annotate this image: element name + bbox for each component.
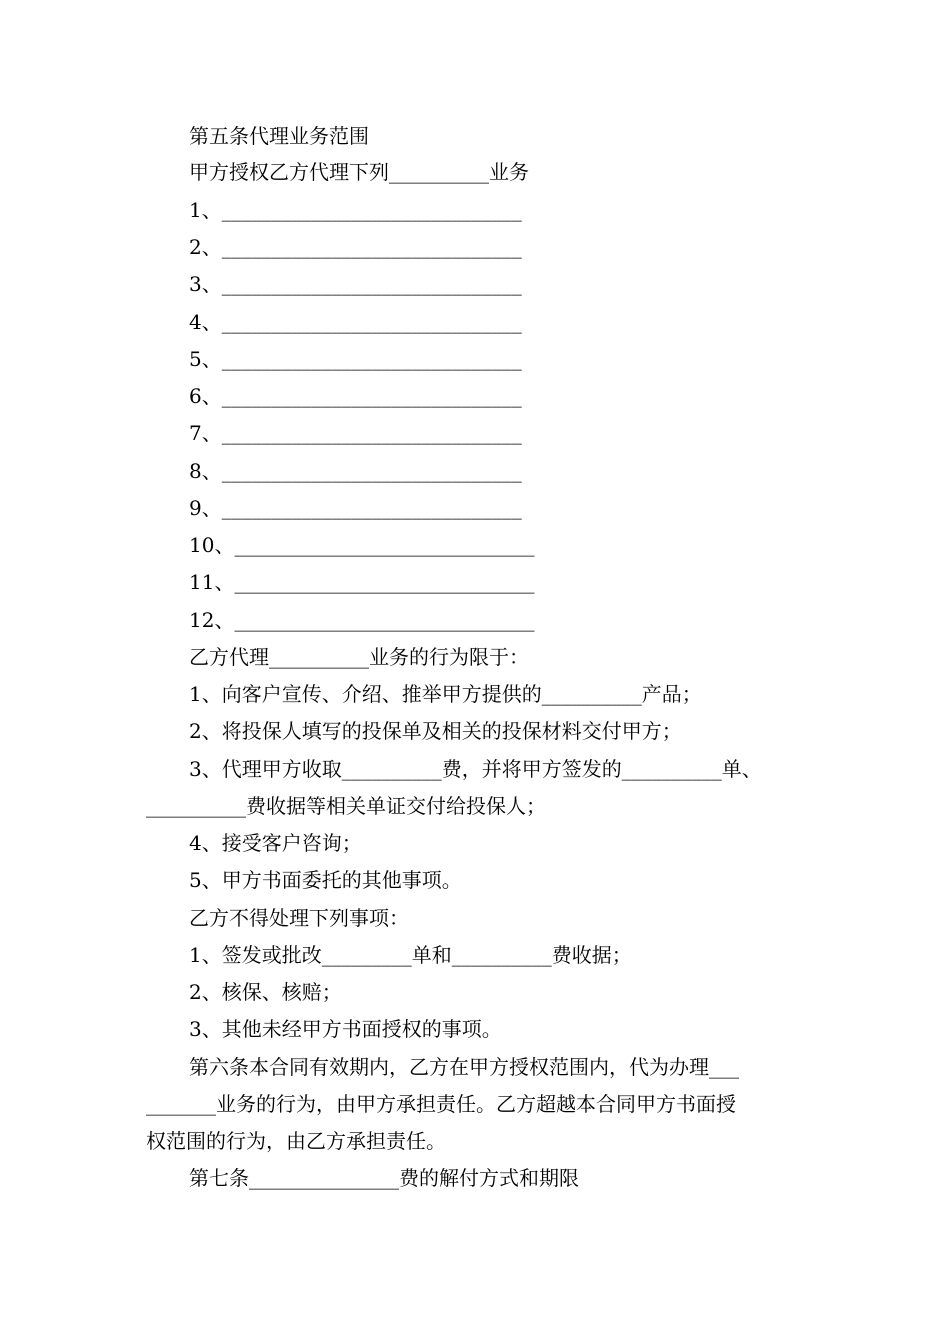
list-item-8: 8、______________________________ [189,459,522,483]
prohibited-item-2: 2、核保、核赔； [189,980,342,1004]
article-6-line-3: 权范围的行为，由乙方承担责任。 [146,1129,446,1153]
scope-item-3-continued: __________费收据等相关单证交付给投保人； [146,794,546,818]
authorization-line: 甲方授权乙方代理下列__________业务 [189,160,529,184]
list-item-10: 10、______________________________ [189,533,535,557]
list-item-5: 5、______________________________ [189,347,522,371]
scope-item-2: 2、将投保人填写的投保单及相关的投保材料交付甲方； [189,719,682,743]
article-5-heading: 第五条代理业务范围 [189,124,369,148]
list-item-3: 3、______________________________ [189,272,522,296]
list-item-11: 11、______________________________ [189,570,535,594]
agency-scope-line: 乙方代理__________业务的行为限于： [189,645,529,669]
list-item-6: 6、______________________________ [189,384,522,408]
prohibited-item-3: 3、其他未经甲方书面授权的事项。 [189,1017,502,1041]
list-item-7: 7、______________________________ [189,421,522,445]
scope-item-3: 3、代理甲方收取__________费，并将甲方签发的__________单、 [189,757,762,781]
list-item-12: 12、______________________________ [189,608,535,632]
prohibited-item-1: 1、签发或批改_________单和__________费收据； [189,943,632,967]
list-item-1: 1、______________________________ [189,198,522,222]
article-7-heading: 第七条_______________费的解付方式和期限 [189,1166,579,1190]
list-item-4: 4、______________________________ [189,310,522,334]
scope-item-1: 1、向客户宣传、介绍、推举甲方提供的__________产品； [189,682,702,706]
prohibited-heading: 乙方不得处理下列事项： [189,906,409,930]
scope-item-4: 4、接受客户咨询； [189,831,362,855]
article-6-line-2: _______业务的行为，由甲方承担责任。乙方超越本合同甲方书面授 [146,1092,736,1116]
list-item-2: 2、______________________________ [189,235,522,259]
scope-item-5: 5、甲方书面委托的其他事项。 [189,868,462,892]
article-6-line-1: 第六条本合同有效期内，乙方在甲方授权范围内，代为办理___ [189,1055,739,1079]
list-item-9: 9、______________________________ [189,496,522,520]
